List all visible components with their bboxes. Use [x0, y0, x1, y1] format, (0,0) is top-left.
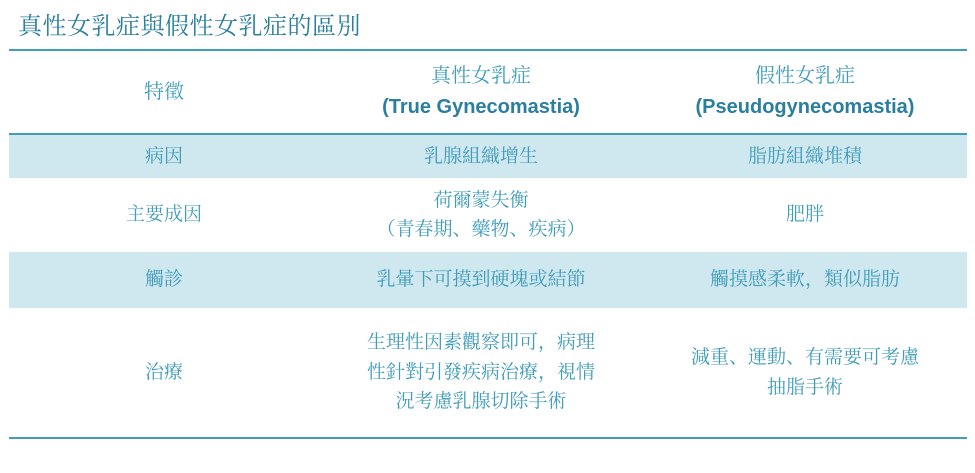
header-cell-pseudo	[643, 50, 967, 134]
table-row	[9, 252, 967, 308]
row-feature-label: 治療	[9, 308, 319, 438]
row-true-cell	[319, 134, 643, 178]
cell-line: 脂肪組織堆積	[747, 145, 862, 167]
cell-line: 荷爾蒙失衡	[433, 189, 529, 211]
cell-line: 肥胖	[785, 204, 824, 226]
cell-line: 生理性因素觀察即可，病理	[366, 332, 595, 354]
page-title: 真性女乳症與假性女乳症的區別	[18, 13, 361, 40]
header-true-line2: (True Gynecomastia)	[382, 96, 580, 118]
row-feature-label: 病因	[9, 134, 319, 178]
table-row	[9, 308, 967, 438]
cell-line: 觸摸感柔軟，類似脂肪	[709, 269, 900, 291]
cell-line: 減重、運動、有需要可考慮	[690, 347, 919, 369]
header-cell-true	[319, 50, 643, 134]
row-pseudo-cell	[643, 178, 967, 252]
table-row	[9, 178, 967, 252]
row-feature-label: 主要成因	[9, 178, 319, 252]
cell-line: 抽脂手術	[766, 376, 843, 398]
cell-line: 乳腺組織增生	[423, 145, 538, 167]
row-true-cell	[319, 308, 643, 438]
row-true-cell	[319, 252, 643, 308]
table-row	[9, 134, 967, 178]
header-pseudo-line1: 假性女乳症	[755, 65, 855, 87]
comparison-table	[9, 49, 967, 439]
row-pseudo-cell	[643, 252, 967, 308]
row-pseudo-cell	[643, 134, 967, 178]
header-pseudo-line2: (Pseudogynecomastia)	[695, 96, 915, 118]
row-true-cell	[319, 178, 643, 252]
header-cell-feature: 特徵	[9, 50, 319, 134]
table-header-row	[9, 50, 967, 134]
cell-line: （青春期、藥物、疾病）	[376, 219, 586, 240]
cell-line: 況考慮乳腺切除手術	[395, 391, 567, 413]
row-pseudo-cell	[643, 308, 967, 438]
cell-line: 乳暈下可摸到硬塊或結節	[376, 269, 586, 291]
cell-line: 性針對引發疾病治療，視情	[366, 361, 595, 383]
header-true-line1: 真性女乳症	[431, 65, 531, 87]
row-feature-label: 觸診	[9, 252, 319, 308]
